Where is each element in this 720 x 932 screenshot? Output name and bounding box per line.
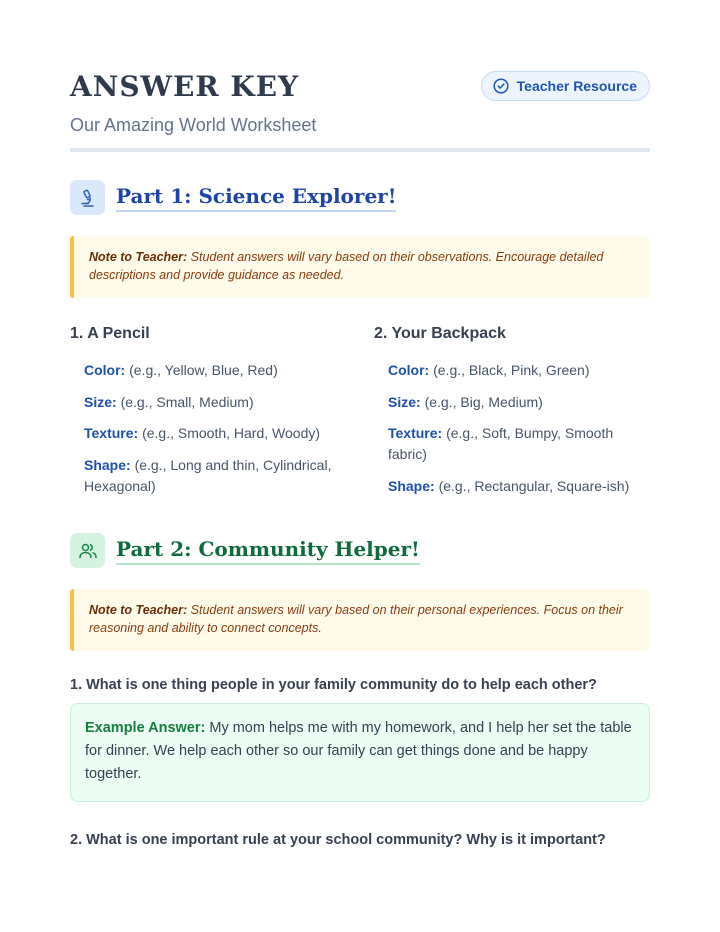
answer-text: My mom helps me with my homework, and I help her set the table for dinner. We help each other so our family can get things done and be happy together. <box>85 720 632 782</box>
item-label: Shape: <box>388 477 435 494</box>
part2-icon-box <box>70 533 105 568</box>
item-value: (e.g., Black, Pink, Green) <box>429 362 590 378</box>
item-value: (e.g., Soft, Bumpy, Smooth fabric) <box>388 425 614 462</box>
backpack-column <box>374 324 650 507</box>
part1-heading <box>70 180 650 215</box>
part2-title: Part 2: Community Helper! <box>116 536 420 565</box>
list-item <box>388 476 650 497</box>
item-value: (e.g., Long and thin, Cylindrical, Hexagonal) <box>84 456 332 494</box>
answer-label: Example Answer: <box>85 720 206 736</box>
part1-title: Part 1: Science Explorer! <box>116 183 396 212</box>
example-answer-box <box>70 703 650 802</box>
pencil-column <box>70 324 346 507</box>
column-title: 1. A Pencil <box>70 325 150 342</box>
item-label: Color: <box>84 362 126 378</box>
part1-teacher-note <box>70 236 650 298</box>
list-item <box>388 392 650 413</box>
part1-columns <box>70 324 650 507</box>
item-value: (e.g., Smooth, Hard, Woody) <box>138 425 321 441</box>
item-value: (e.g., Yellow, Blue, Red) <box>125 362 278 378</box>
header <box>70 0 650 152</box>
badge-label: Teacher Resource <box>516 78 637 94</box>
item-label: Texture: <box>84 425 139 441</box>
part1-icon-box <box>70 180 105 215</box>
check-circle-icon <box>493 78 509 94</box>
item-label: Shape: <box>84 456 131 473</box>
teacher-resource-badge <box>481 71 650 101</box>
list-item <box>84 455 346 497</box>
pencil-attribute-list <box>70 360 346 497</box>
item-label: Size: <box>84 393 117 410</box>
item-value: (e.g., Big, Medium) <box>420 393 543 410</box>
note-label: Note to Teacher: <box>89 603 188 617</box>
microscope-icon <box>78 188 98 208</box>
list-item <box>84 392 346 413</box>
question-1: 1. What is one thing people in your family community do to help each other? <box>70 677 597 693</box>
page-title: ANSWER KEY <box>70 70 300 103</box>
page-subtitle: Our Amazing World Worksheet <box>70 115 317 135</box>
list-item <box>84 360 346 381</box>
item-label: Color: <box>388 362 430 378</box>
item-label: Size: <box>388 393 421 410</box>
column-title: 2. Your Backpack <box>374 325 506 342</box>
list-item <box>84 423 346 444</box>
item-value: (e.g., Small, Medium) <box>116 393 254 410</box>
note-text: Student answers will vary based on their personal experiences. Focus on their reasoning and ability to connect concepts. <box>89 603 623 635</box>
users-icon <box>78 541 98 561</box>
item-value: (e.g., Rectangular, Square-ish) <box>434 477 630 494</box>
question-2: 2. What is one important rule at your school community? Why is it important? <box>70 832 606 848</box>
list-item <box>388 423 650 465</box>
note-label: Note to Teacher: <box>89 250 188 264</box>
part2-teacher-note <box>70 589 650 651</box>
backpack-attribute-list <box>374 360 650 497</box>
item-label: Texture: <box>388 425 443 441</box>
note-text: Student answers will vary based on their observations. Encourage detailed descriptions and provide guidance as needed. <box>89 250 604 282</box>
list-item <box>388 360 650 381</box>
part2-heading <box>70 533 650 568</box>
